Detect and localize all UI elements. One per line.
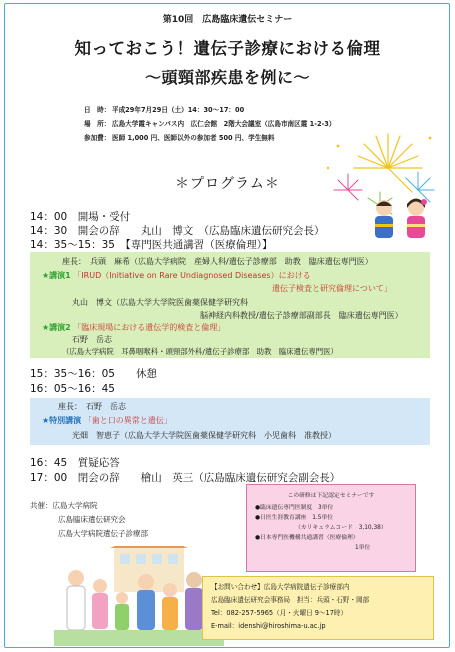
header bbox=[0, 12, 455, 88]
lecture1-title-b: 遺伝子検査と研究倫理について」 bbox=[272, 284, 392, 293]
lecture2-speaker-a: 石野 岳志 bbox=[72, 335, 112, 344]
special-lecture-title: 「歯と口の異常と遺伝」 bbox=[83, 416, 172, 425]
credit-item-2: ●日医生涯教育講座 1.5単位 bbox=[255, 515, 334, 521]
session2-chair: 座長： 石野 岳志 bbox=[58, 402, 126, 411]
special-lecture-line bbox=[42, 415, 172, 426]
lecture2-line bbox=[42, 322, 225, 333]
credit-item-2-code: （カリキュラムコード 3,10,38） bbox=[295, 525, 387, 531]
event-info bbox=[84, 103, 335, 145]
schedule-closing: 17：00 閉会の辞 檜山 英三（広島臨床遺伝研究会副会長） bbox=[30, 472, 341, 484]
cohost-org3: 広島大学病院遺伝子診療部 bbox=[58, 529, 148, 538]
contact-phone: Tel：082-257-5965（月・火曜日 9～17時） bbox=[211, 609, 348, 617]
cohost-label: 共催：広島大学病院 bbox=[30, 501, 98, 510]
lecture1-title-a: 「IRUD（Initiative on Rare Undiagnosed Diseases）における bbox=[73, 271, 311, 280]
special-lecture-label: ★特別講演 bbox=[42, 416, 82, 425]
credit-item-3-units: 1単位 bbox=[355, 545, 371, 551]
credit-item-1: ●臨床遺伝専門医制度 3単位 bbox=[255, 505, 334, 511]
fee-label: 参加費： bbox=[84, 134, 111, 142]
schedule-break: 15：35～16：05 休憩 bbox=[30, 368, 157, 380]
lecture2-label: ★講演2 bbox=[42, 323, 71, 332]
contact-email[interactable]: E-mail：idenshi@hiroshima-u.ac.jp bbox=[211, 622, 326, 630]
schedule-qa: 16：45 質疑応答 bbox=[30, 457, 120, 469]
contact-line-1: 【お問い合わせ】広島大学病院遺伝子診療部内 bbox=[211, 583, 350, 591]
family-illustration bbox=[54, 546, 224, 646]
place-value: 広島大学霞キャンパス内 広仁会館 2階大会議室（広島市南区霞 1-2-3） bbox=[112, 120, 336, 128]
schedule-open: 14：00 開場・受付 bbox=[30, 211, 131, 223]
lecture2-speaker-b: （広島大学病院 耳鼻咽喉科・頭頸部外科/遺伝子診療部 助教 臨床遺伝専門医） bbox=[62, 347, 338, 356]
schedule-session1: 14：35～15：35 【専門医共通講習（医療倫理）】 bbox=[30, 239, 273, 251]
lecture1-speaker-b: 脳神経内科教授/遺伝子診療部副部長 臨床遺伝専門医） bbox=[200, 311, 403, 320]
lecture1-speaker-a: 丸山 博文（広島大学大学院医歯薬保健学研究科 bbox=[72, 298, 248, 307]
date-value: 平成29年7月29日（土）14：30～17：00 bbox=[112, 106, 245, 114]
lecture1-label: ★講演1 bbox=[42, 271, 71, 280]
contact-box bbox=[202, 576, 434, 640]
cohost-org2: 広島臨床遺伝研究会 bbox=[58, 515, 126, 524]
date-label: 日 時： bbox=[84, 106, 111, 114]
lecture1-line bbox=[42, 270, 311, 281]
credits-heading: この研修は下記認定セミナーです bbox=[287, 493, 375, 499]
program-heading: ＊プログラム＊ bbox=[175, 176, 280, 192]
schedule-session2: 16：05～16：45 bbox=[30, 383, 115, 395]
session1-chair: 座長： 兵頭 麻希（広島大学病院 産婦人科/遺伝子診療部 助教 臨床遺伝専門医） bbox=[62, 257, 373, 266]
credits-box bbox=[246, 484, 416, 572]
page-subtitle: ～頭頸部疾患を例に～ bbox=[144, 68, 310, 87]
yukata-kids-illustration bbox=[366, 195, 438, 241]
page-title: 知っておこう！遺伝子診療における倫理 bbox=[74, 39, 381, 58]
schedule-opening-remarks: 14：30 開会の辞 丸山 博文 （広島臨床遺伝研究会長） bbox=[30, 225, 325, 237]
fee-value: 医師 1,000 円、医師以外の参加者 500 円、学生無料 bbox=[112, 134, 275, 142]
special-lecture-speaker: 光畑 智恵子（広島大学大学院医歯薬保健学研究科 小児歯科 准教授） bbox=[72, 431, 336, 440]
credit-item-3: ●日本専門医機構共通講習（医療倫理） bbox=[255, 535, 359, 541]
lecture2-title: 「臨床現場における遺伝学的検査と倫理」 bbox=[73, 323, 226, 332]
place-label: 場 所： bbox=[84, 120, 111, 128]
seminar-number: 第10回 広島臨床遺伝セミナー bbox=[162, 15, 293, 25]
contact-line-2: 広島臨床遺伝研究会事務局 担当：兵頭・石野・岡部 bbox=[211, 596, 370, 604]
